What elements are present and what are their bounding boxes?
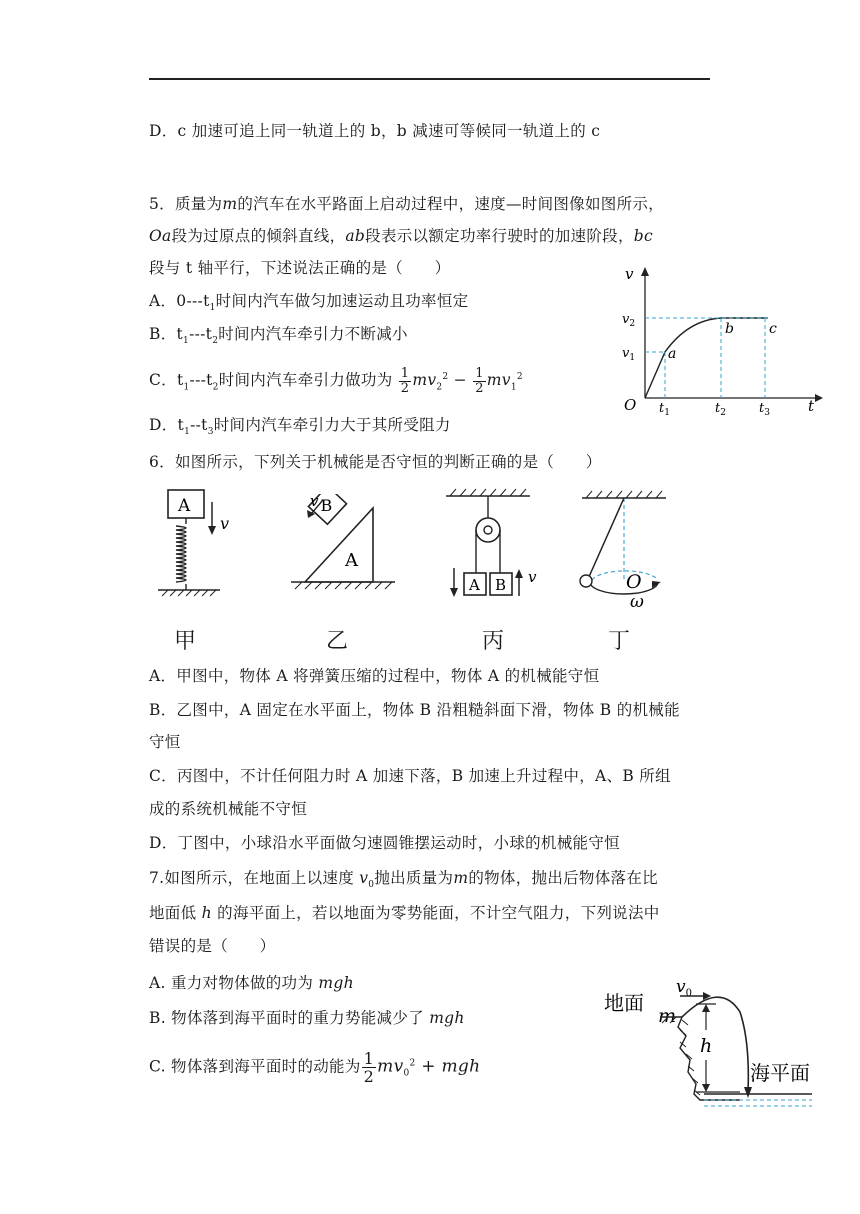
point-a-label: a — [668, 346, 677, 362]
q7-option-a[interactable]: A. 重力对物体做的功为 mgh — [149, 974, 354, 992]
q5-option-c[interactable]: C．$t_1---t_2$时间内汽车牵引力做功为 $\frac{1}{2}$ $mv_2^2$ − $\frac{1}{2}$ $mv_1^2$ — [149, 365, 523, 396]
q6-option-a[interactable]: A．甲图中，物体 A 将弹簧压缩的过程中，物体 A 的机械能守恒 — [149, 667, 600, 685]
q5-stem-line2: Oa段为过原点的倾斜直线，ab段表示以额定功率行驶时的加速阶段，bc — [149, 227, 653, 245]
v-axis-label: v — [625, 265, 634, 283]
q6-option-b-line2: 守恒 — [149, 733, 181, 751]
ceiling-hatch — [586, 491, 662, 498]
q7-option-c[interactable]: C. 物体落到海平面时的动能为 $\frac{1}{2}$ $mv_0^2$ + mgh — [149, 1049, 481, 1086]
t1-label: $t_1$ — [659, 401, 670, 417]
v-label: v — [528, 568, 537, 586]
vt-curve — [645, 318, 768, 398]
v-label: v — [310, 494, 319, 510]
point-b-label: b — [725, 321, 734, 337]
orbit-back — [592, 571, 658, 580]
t-axis-label: t — [808, 397, 815, 415]
ball — [580, 575, 592, 587]
v-axis-arrow — [641, 267, 649, 276]
origin-label: O — [624, 396, 637, 414]
string — [588, 498, 624, 579]
q7-stem-line2: 地面低 h 的海平面上，若以地面为零势能面，不计空气阻力，下列说法中 — [149, 904, 660, 922]
ground-label: 地面 — [604, 991, 644, 1015]
figure-bing — [440, 486, 550, 604]
header-rule — [149, 78, 710, 80]
svg-text:A: A — [469, 576, 480, 594]
svg-text:B: B — [495, 576, 507, 594]
t3-label: $t_3$ — [759, 401, 770, 417]
q5-option-a[interactable]: A．$0---t_1$时间内汽车做匀加速运动且功率恒定 — [149, 292, 469, 314]
caption-yi: 乙 — [326, 629, 349, 654]
q6-stem: 6．如图所示，下列关于机械能是否守恒的判断正确的是（ ） — [149, 453, 602, 471]
v1-label: $v_1$ — [622, 346, 636, 363]
h-label: h — [700, 1035, 713, 1057]
q4-option-d: D．c 加速可追上同一轨道上的 b，b 减速可等候同一轨道上的 c — [149, 122, 601, 140]
q7-stem-line3: 错误的是（ ） — [149, 937, 276, 955]
v2-label: $v_2$ — [622, 312, 636, 329]
t2-label: $t_2$ — [715, 401, 726, 417]
spring — [176, 518, 186, 590]
cliff — [678, 1017, 740, 1100]
q6-option-b-line1[interactable]: B．乙图中，A 固定在水平面上，物体 B 沿粗糙斜面下滑，物体 B 的机械能 — [149, 701, 680, 719]
ground-hatch — [162, 590, 216, 596]
q5-option-b[interactable]: B．$t_1---t_2$时间内汽车牵引力不断减小 — [149, 325, 408, 347]
point-c-label: c — [769, 321, 777, 337]
figure-yi — [285, 494, 405, 604]
omega-label: ω — [630, 592, 644, 610]
incline-a-label: A — [345, 550, 358, 571]
o-label: O — [626, 571, 642, 593]
q5-option-d[interactable]: D．$t_1--t_3$时间内汽车牵引力大于其所受阻力 — [149, 416, 451, 438]
figure-jia — [150, 484, 245, 604]
v-label: v — [220, 514, 230, 533]
q7-figure — [600, 972, 825, 1117]
svg-text:B: B — [320, 496, 333, 516]
block-a-label: A — [178, 496, 191, 516]
q6-option-c-line1[interactable]: C．丙图中，不计任何阻力时 A 加速下落，B 加速上升过程中，A、B 所组 — [149, 767, 671, 785]
q5-vt-graph — [618, 262, 823, 417]
ground-hatch — [295, 582, 392, 589]
q7-stem-line1: 7.如图所示，在地面上以速度 $v_0$抛出质量为m的物体，抛出后物体落在比 — [149, 869, 658, 891]
caption-ding: 丁 — [608, 629, 631, 654]
q5-stem-line3: 段与 t 轴平行，下述说法正确的是（ ） — [149, 259, 451, 277]
q5-stem-line1: 5．质量为m的汽车在水平路面上启动过程中，速度—时间图像如图所示， — [149, 195, 664, 213]
figure-ding — [568, 486, 678, 610]
v0-label: $v_0$ — [676, 977, 692, 999]
orbit-front — [590, 582, 658, 594]
caption-bing: 丙 — [482, 629, 505, 654]
mass-label: m — [658, 1005, 677, 1027]
t-axis-arrow — [815, 394, 823, 402]
q7-option-b[interactable]: B. 物体落到海平面时的重力势能减少了 mgh — [149, 1009, 465, 1027]
sea-label: 海平面 — [750, 1061, 810, 1085]
q6-option-d[interactable]: D．丁图中，小球沿水平面做匀速圆锥摆运动时，小球的机械能守恒 — [149, 834, 620, 852]
caption-jia: 甲 — [174, 629, 197, 654]
q6-option-c-line2: 成的系统机械能不守恒 — [149, 800, 308, 818]
incline-a — [305, 508, 373, 582]
ceiling-hatch — [450, 489, 526, 496]
